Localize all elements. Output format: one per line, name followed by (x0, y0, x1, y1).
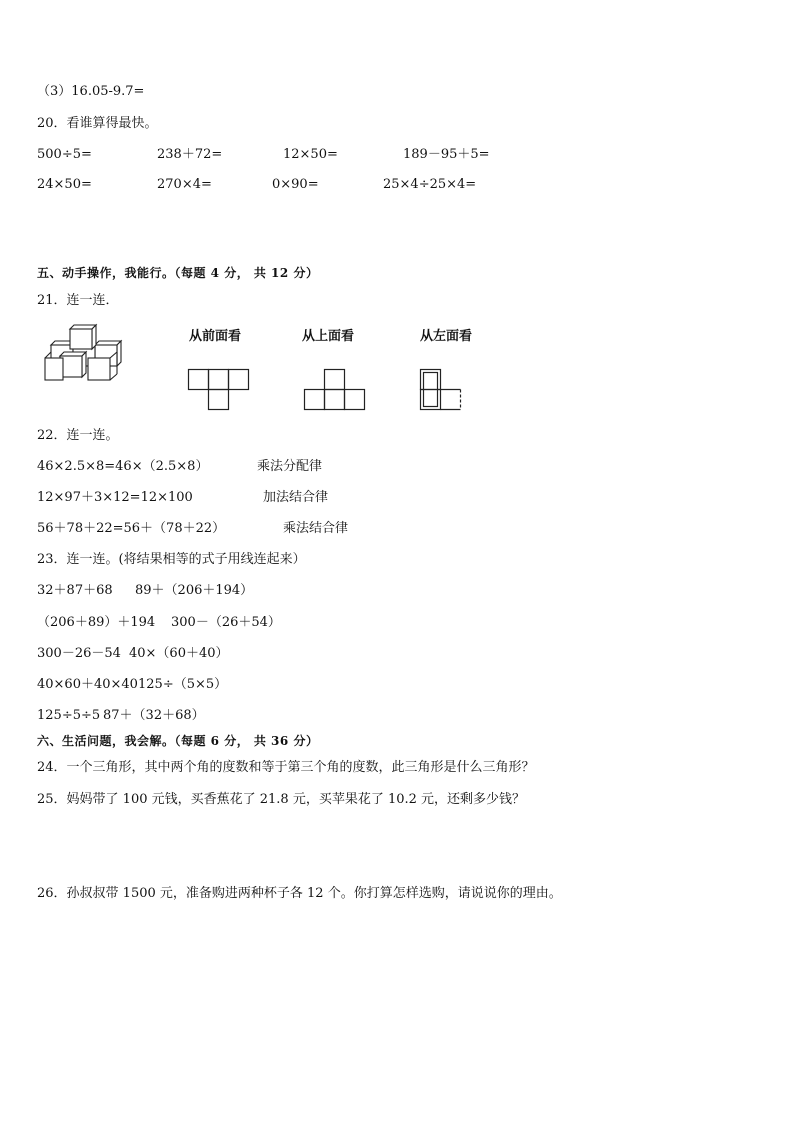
q22-left-item: 56＋78＋22=56＋（78＋22） (37, 521, 226, 536)
q25-text: 25．妈妈带了 100 元钱，买香蕉花了 21.8 元，买苹果花了 10.2 元，还剩多少钱？ (37, 792, 526, 807)
view-label-front: 从前面看 (189, 329, 242, 344)
q20-expr: 24×50= (37, 177, 92, 192)
q20-expr: 25×4÷25×4= (383, 177, 477, 192)
q22-left-item: 12×97＋3×12=12×100 (37, 490, 193, 505)
front-view-figure (188, 369, 252, 411)
q24-text: 24．一个三角形，其中两个角的度数和等于第三个角的度数，此三角形是什么三角形？ (37, 760, 535, 775)
q20-expr: 189－95＋5= (403, 147, 490, 162)
q23-left-item: 32＋87＋68 (37, 583, 113, 598)
q23-left-item: 300－26－54 (37, 646, 121, 661)
q20-expr: 12×50= (283, 147, 338, 162)
section-5-header: 五、动手操作，我能行。（每题 4 分， 共 12 分） (37, 266, 319, 280)
q22-right-item: 乘法结合律 (283, 521, 349, 536)
view-label-top: 从上面看 (302, 329, 355, 344)
q23-left-item: 125÷5÷5 (37, 708, 101, 723)
q20-expr: 500÷5= (37, 147, 92, 162)
q22-right-item: 乘法分配律 (257, 459, 323, 474)
q20-expr: 238＋72= (157, 147, 223, 162)
q21-title: 21．连一连． (37, 293, 119, 308)
q23-left-item: 40×60＋40×40 (37, 677, 138, 692)
section-6-header: 六、生活问题，我会解。（每题 6 分， 共 36 分） (37, 734, 319, 748)
top-view-figure (304, 369, 368, 411)
q22-left-item: 46×2.5×8=46×（2.5×8） (37, 459, 209, 474)
q19-item-3: （3）16.05-9.7= (37, 84, 145, 99)
q20-expr: 270×4= (157, 177, 212, 192)
q23-right-item: 89＋（206＋194） (135, 583, 254, 598)
q22-right-item: 加法结合律 (263, 490, 329, 505)
q26-text: 26．孙叔叔带 1500 元，准备购进两种杯子各 12 个。你打算怎样选购，请说说你的理由。 (37, 886, 562, 901)
q20-title: 20．看谁算得最快。 (37, 116, 158, 131)
q20-expr: 0×90= (272, 177, 319, 192)
q23-right-item: 87＋（32＋68） (103, 708, 205, 723)
view-label-left: 从左面看 (420, 329, 473, 344)
cube-stack-figure (40, 322, 140, 397)
q22-title: 22．连一连。 (37, 428, 119, 443)
q23-right-item: 40×（60＋40） (129, 646, 229, 661)
q23-title: 23．连一连。(将结果相等的式子用线连起来） (37, 552, 306, 567)
q23-right-item: 300－（26＋54） (171, 615, 281, 630)
q23-right-item: 125÷（5×5） (138, 677, 228, 692)
left-view-figure (420, 369, 465, 411)
q23-left-item: （206＋89）＋194 (37, 615, 156, 630)
